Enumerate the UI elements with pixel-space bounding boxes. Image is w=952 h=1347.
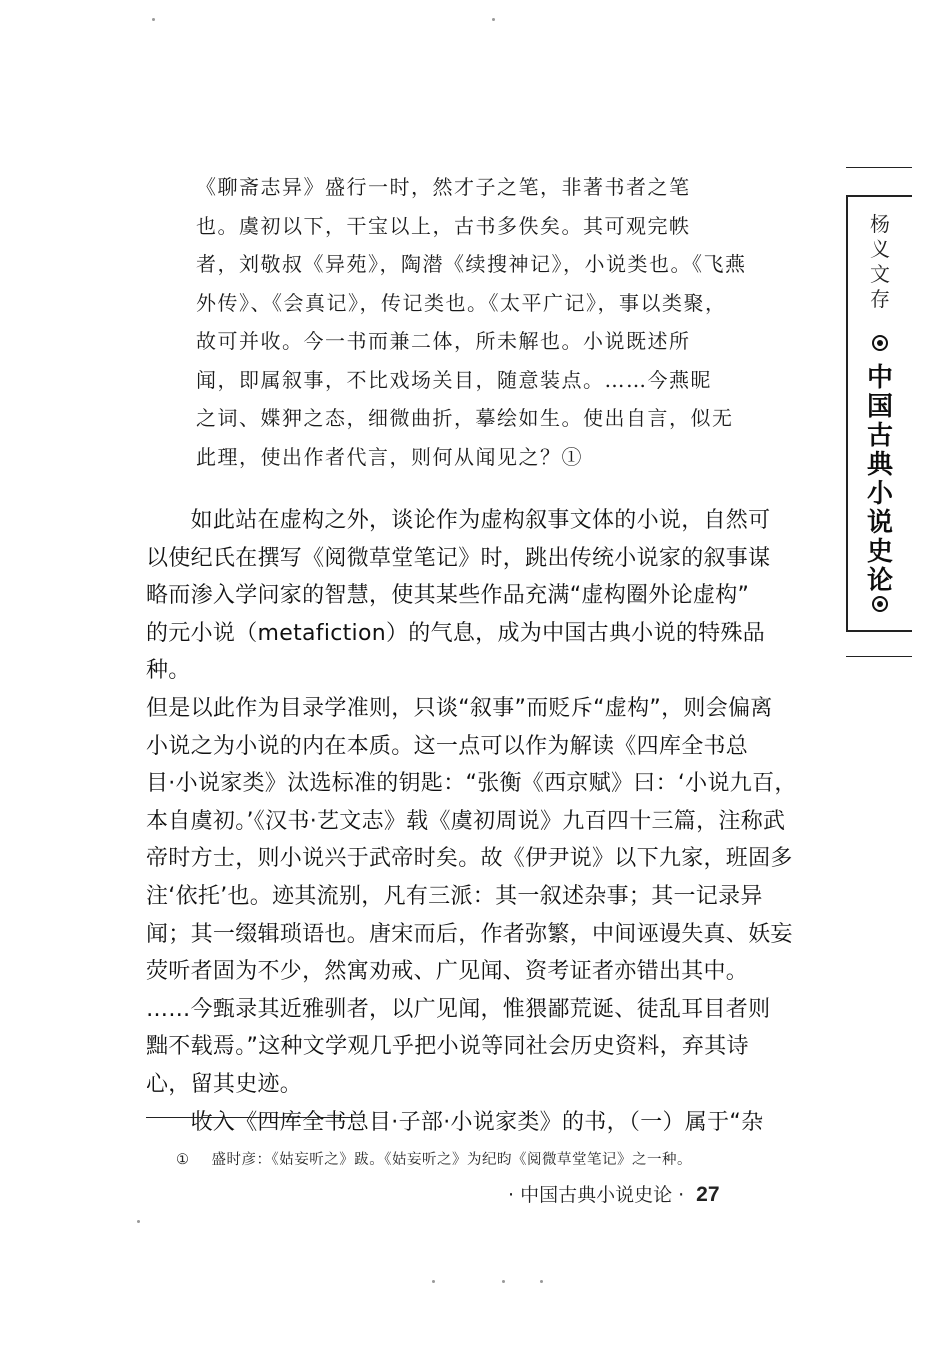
- quote-line: 闻，即属叙事，不比戏场关目，随意装点。……今燕昵: [196, 367, 712, 392]
- title-char: 古: [866, 421, 893, 451]
- text-line: 目·小说家类》汰选标准的钥匙：“张衡《西京赋》曰：‘小说九百，: [146, 771, 797, 797]
- title-char: 国: [866, 392, 893, 422]
- paragraph-1: [146, 502, 804, 1104]
- page-number: 27: [696, 1183, 720, 1206]
- text-line: 收入《四库全书总目·子部·小说家类》的书，（一）属于“杂: [146, 1109, 764, 1135]
- scan-speck: [492, 18, 495, 21]
- circle-bullet-icon: [872, 335, 888, 351]
- text-line: 小说之为小说的内在本质。这一点可以作为解读《四库全书总: [146, 733, 749, 759]
- footnote-text: 盛时彦：《姑妄听之》跋。《姑妄听之》为纪昀《阅微草堂笔记》之一种。: [211, 1152, 692, 1168]
- quote-line: 此理，使出作者代言，则何从闻见之？①: [196, 444, 583, 469]
- quote-line: 者，刘敬叔《异苑》，陶潜《续搜神记》，小说类也。《飞燕: [196, 252, 747, 276]
- book-title-vertical: [864, 364, 896, 596]
- text-line: 闻；其一缀辑琐语也。唐宋而后，作者弥繁，中间诬谩失真、妖妄: [146, 921, 793, 947]
- series-char: 杨: [870, 212, 890, 236]
- scan-speck: [137, 1220, 140, 1223]
- scan-speck: [540, 1280, 543, 1283]
- quote-line: 之词、媟狎之态，细微曲折，摹绘如生。使出自言，似无: [196, 406, 734, 430]
- title-char: 论: [866, 566, 893, 596]
- text-line: 以使纪氏在撰写《阅微草堂笔记》时，跳出传统小说家的叙事谋: [146, 545, 771, 571]
- title-char: 中: [866, 363, 893, 393]
- body-text: [146, 502, 804, 1141]
- scan-speck: [432, 1280, 435, 1283]
- text-line: 荧听者固为不少，然寓劝戒、广见闻、资考证者亦错出其中。: [146, 959, 749, 985]
- title-char: 小: [866, 479, 893, 509]
- text-line: 略而渗入学问家的智慧，使其某些作品充满“虚构圈外论虚构”: [146, 583, 750, 609]
- title-char: 史: [866, 537, 893, 567]
- series-name: [866, 212, 894, 312]
- series-char: 文: [870, 262, 890, 286]
- running-title: · 中国古典小说史论 ·: [508, 1184, 685, 1206]
- footnote: [176, 1148, 796, 1169]
- side-tab-top-rule: [846, 167, 912, 168]
- quote-line: 故可并收。今一书而兼二体，所未解也。小说既述所: [196, 329, 691, 353]
- title-char: 典: [866, 450, 893, 480]
- footnote-marker: ①: [176, 1152, 190, 1168]
- quote-line: 也。虞初以下，干宝以上，古书多佚矣。其可观完帙: [196, 213, 691, 238]
- scan-speck: [502, 1280, 505, 1283]
- running-footer: [508, 1180, 788, 1207]
- text-line: 但是以此作为目录学准则，只谈“叙事”而贬斥“虚构”，则会偏离: [146, 695, 773, 721]
- quote-line: 外传》、《会真记》，传记类也。《太平广记》，事以类聚，: [196, 290, 727, 315]
- paragraph-2: [146, 1104, 804, 1142]
- quote-line: 《聊斋志异》盛行一时，然才子之笔，非著书者之笔: [196, 175, 691, 199]
- scan-speck: [152, 18, 155, 21]
- text-line: 帝时方士，则小说兴于武帝时矣。故《伊尹说》以下九家，班固多: [146, 846, 793, 872]
- series-char: 义: [870, 237, 890, 261]
- text-line: 本自虞初。’《汉书·艺文志》载《虞初周说》九百四十三篇，注称武: [146, 808, 786, 834]
- title-char: 说: [866, 508, 893, 538]
- text-line: 注‘依托’也。迹其流别，凡有三派：其一叙述杂事；其一记录异: [146, 883, 763, 909]
- series-char: 存: [870, 287, 890, 311]
- text-line: 的元小说（metafiction）的气息，成为中国古典小说的特殊品种。: [146, 620, 766, 684]
- circle-bullet-icon: [872, 596, 888, 612]
- footnote-divider: [146, 1117, 364, 1118]
- block-quote: [196, 168, 752, 476]
- text-line: 如此站在虚构之外，谈论作为虚构叙事文体的小说，自然可: [146, 508, 771, 533]
- side-tab-bottom-rule: [846, 656, 912, 657]
- text-line: 心，留其史迹。: [146, 1071, 303, 1097]
- text-line: ……今甄录其近雅驯者，以广见闻，惟猥鄙荒诞、徒乱耳目者则: [146, 996, 771, 1022]
- text-line: 黜不载焉。”这种文学观几乎把小说等同社会历史资料，弃其诗: [146, 1034, 749, 1060]
